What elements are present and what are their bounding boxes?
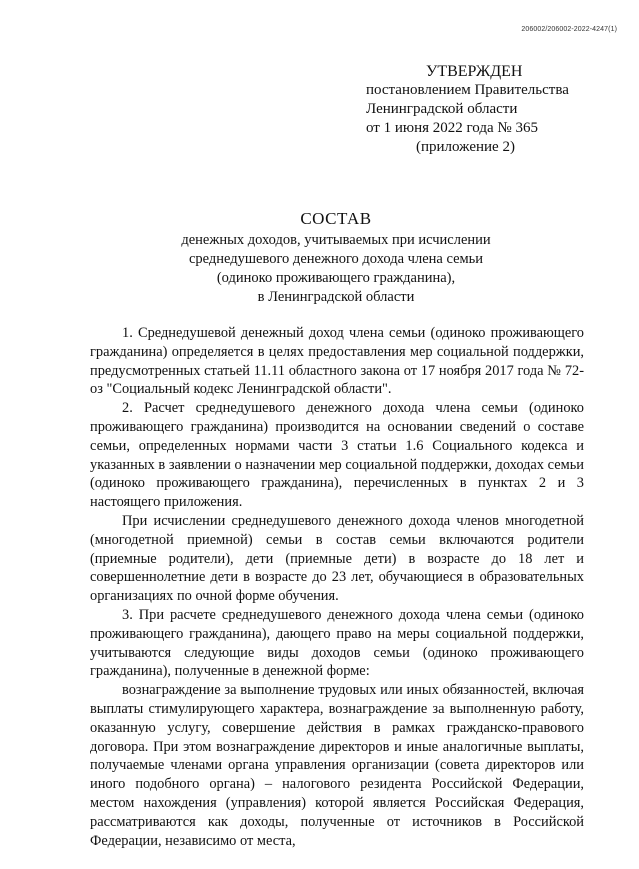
heading-subtitle-line-1: денежных доходов, учитываемых при исчислении [181,232,491,248]
approval-appendix: (приложение 2) [416,139,515,155]
approval-line-2: Ленинградской области [366,101,518,117]
paragraph-3: При исчислении среднедушевого денежного дохода членов многодетной (многодетной приемной) семьи в состав семьи включаются родители (приемные родители), дети (приемные дети) в возрасте до 18 лет и совершеннолетние дети в возрасте до 23 лет, обучающиеся в образовательных организациях по очной форме обучения. [90,512,584,605]
heading-subtitle-line-3: (одиноко проживающего гражданина), [216,270,456,286]
document-title: СОСТАВ [300,209,372,228]
document-heading [60,207,612,307]
approval-line-1: постановлением Правительства [366,82,569,98]
paragraph-1: 1. Среднедушевой денежный доход члена семьи (одиноко проживающего гражданина) определяется в целях предоставления мер социальной поддержки, предусмотренных статьей 11.11 областного закона от 17 ноября 2017 года № 72-оз "Социальный кодекс Ленинградской области". [90,325,584,398]
approval-stamp-block [366,62,616,157]
heading-subtitle-line-2: среднедушевого денежного дохода члена семьи [188,251,484,267]
approval-title: УТВЕРЖДЕН [426,63,523,80]
paragraph-4: 3. При расчете среднедушевого денежного дохода члена семьи (одиноко проживающего гражданина), дающего право на меры социальной поддержки, учитываются следующие виды доходов семьи (одиноко проживающего гражданина), полученные в денежной форме: [90,606,584,680]
approval-line-3: от 1 июня 2022 года № 365 [366,120,538,136]
paragraph-5: вознаграждение за выполнение трудовых или иных обязанностей, включая выплаты стимулирующего характера, вознаграждение за выполненную работу, оказанную услугу, совершение действия в рамках гражданско-правового договора. При этом вознаграждение директоров и иные аналогичные выплаты, получаемые членами органа управления организации (совета директоров или иного подобного органа) – налогового резидента Российской Федерации, местом нахождения (управления) которой является Российская Федерация, рассматриваются как доходы, полученные от источников в Российской Федерации, независимо от места, [90,682,584,849]
document-body [90,324,584,850]
heading-subtitle-line-4: в Ленинградской области [257,289,415,305]
paragraph-2: 2. Расчет среднедушевого денежного дохода члена семьи (одиноко проживающего гражданина) производится на основании сведений о составе семьи, определенных нормами части 3 статьи 1.6 Социального кодекса и указанных в заявлении о назначении мер социальной поддержки, доходах семьи (одиноко проживающего гражданина), перечисленных в пунктах 2 и 3 настоящего приложения. [90,400,584,511]
document-id: 206002/206002-2022-4247(1) [521,26,617,33]
